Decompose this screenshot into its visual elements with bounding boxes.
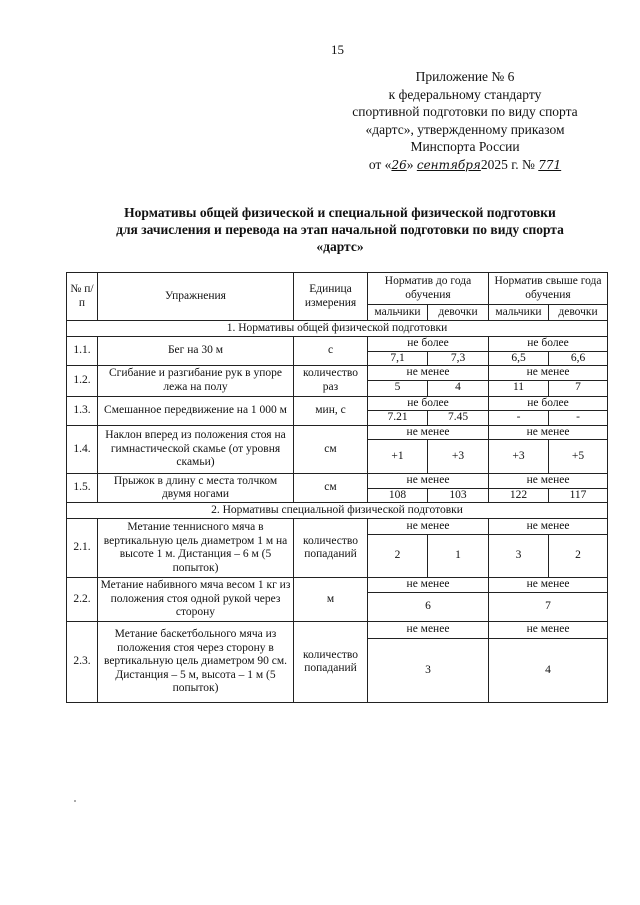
norm-value: 7.45 [428,411,489,426]
table-row [67,519,608,535]
norm-value: 6,5 [489,351,549,366]
norm-value: 6,6 [549,351,608,366]
date-year: 2025 г. № [480,156,535,172]
condition-after: не менее [489,578,608,593]
condition-after: не более [489,396,608,411]
appendix-line: Минспорта России [410,139,520,154]
norm-value: 4 [489,639,608,703]
norm-value: 2 [368,535,428,578]
norm-value: +3 [489,440,549,474]
header-exercise: Упражнения [98,273,294,321]
exercise-name: Метание теннисного мяча в вертикальную цель диаметром 1 м на высоте 1 м. Дистанция – 6 м (5 попыток) [98,519,294,578]
norm-value: +1 [368,440,428,474]
condition-before: не менее [368,474,489,489]
row-number: 2.2. [67,578,98,622]
unit: мин, с [294,396,368,425]
norm-value: +3 [428,440,489,474]
header-before: Норматив до года обучения [368,273,489,305]
appendix-line: Приложение № 6 [415,69,515,84]
norm-value: 122 [489,488,549,503]
unit: см [294,425,368,474]
condition-before: не менее [368,519,489,535]
header-after: Норматив свыше года обучения [489,273,608,305]
exercise-name: Метание набивного мяча весом 1 кг из положения стоя одной рукой через сторону [98,578,294,622]
section-row [67,503,608,519]
unit: м [294,578,368,622]
table-row [67,578,608,593]
norm-value: 117 [549,488,608,503]
header-unit: Единица измерения [294,273,368,321]
unit: количество попаданий [294,519,368,578]
exercise-name: Прыжок в длину с места толчком двумя ногами [98,474,294,503]
norm-value: 6 [368,593,489,622]
date-prefix: от « [368,156,392,172]
appendix-line: «дартс», утвержденному приказом [365,121,565,137]
norm-value: 103 [428,488,489,503]
row-number: 1.4. [67,425,98,474]
norm-value: 11 [489,380,549,396]
table-row [67,396,608,411]
table-row [67,366,608,381]
norm-value: 108 [368,488,428,503]
row-number: 1.5. [67,474,98,503]
date-mid: » [406,156,414,172]
norm-value: 4 [428,380,489,396]
unit: см [294,474,368,503]
table-row [67,425,608,440]
row-number: 2.3. [67,622,98,703]
appendix-line: спортивной подготовки по виду спорта [352,104,578,119]
exercise-name: Наклон вперед из положения стоя на гимнастической скамье (от уровня скамьи) [98,425,294,474]
handwritten-month: сентября [416,157,481,172]
norm-value: 7 [549,380,608,396]
header-girls: девочки [428,305,489,321]
condition-after: не менее [489,622,608,639]
page-number: 15 [331,42,344,57]
section-title: 2. Нормативы специальной физической подготовки [67,503,608,519]
unit: количество попаданий [294,622,368,703]
exercise-name: Бег на 30 м [98,337,294,366]
row-number: 1.3. [67,396,98,425]
norm-value: - [489,411,549,426]
handwritten-day: 26 [391,157,407,172]
norm-value: 7,1 [368,351,428,366]
condition-before: не менее [368,366,489,381]
condition-before: не менее [368,578,489,593]
title-line: Нормативы общей физической и специальной физической подготовки [124,205,556,220]
header-boys: мальчики [489,305,549,321]
scan-speck [74,800,76,802]
appendix-line: к федеральному стандарту [388,86,542,102]
condition-after: не более [489,337,608,352]
header-num: № п/п [67,273,98,321]
document-title [60,204,620,255]
handwritten-number: 771 [538,157,562,172]
norm-value: 7.21 [368,411,428,426]
condition-after: не менее [489,474,608,489]
section-title: 1. Нормативы общей физической подготовки [67,321,608,337]
norm-value: 3 [368,639,489,703]
condition-after: не менее [489,425,608,440]
row-number: 2.1. [67,519,98,578]
condition-before: не более [368,337,489,352]
order-date-line [330,156,600,175]
norm-value: 7,3 [428,351,489,366]
norm-value: 1 [428,535,489,578]
title-line: для зачисления и перевода на этап начальной подготовки по виду спорта [116,222,564,237]
condition-before: не более [368,396,489,411]
exercise-name: Метание баскетбольного мяча из положения стоя через сторону в вертикальную цель диаметром 90 см. Дистанция – 5 м, высота – 1 м (5 попыток) [98,622,294,703]
unit: количество раз [294,366,368,397]
row-number: 1.1. [67,337,98,366]
standards-table [66,272,608,703]
row-number: 1.2. [67,366,98,397]
section-row [67,321,608,337]
norm-value: 3 [489,535,549,578]
title-line: «дартс» [316,239,364,254]
condition-after: не менее [489,519,608,535]
header-boys: мальчики [368,305,428,321]
appendix-header [330,68,600,174]
header-girls: девочки [549,305,608,321]
norm-value: +5 [549,440,608,474]
table-row [67,474,608,489]
norm-value: - [549,411,608,426]
condition-after: не менее [489,366,608,381]
norm-value: 5 [368,380,428,396]
condition-before: не менее [368,425,489,440]
exercise-name: Смешанное передвижение на 1 000 м [98,396,294,425]
table-row [67,622,608,639]
norm-value: 7 [489,593,608,622]
unit: с [294,337,368,366]
table-row [67,337,608,352]
exercise-name: Сгибание и разгибание рук в упоре лежа на полу [98,366,294,397]
condition-before: не менее [368,622,489,639]
norm-value: 2 [549,535,608,578]
